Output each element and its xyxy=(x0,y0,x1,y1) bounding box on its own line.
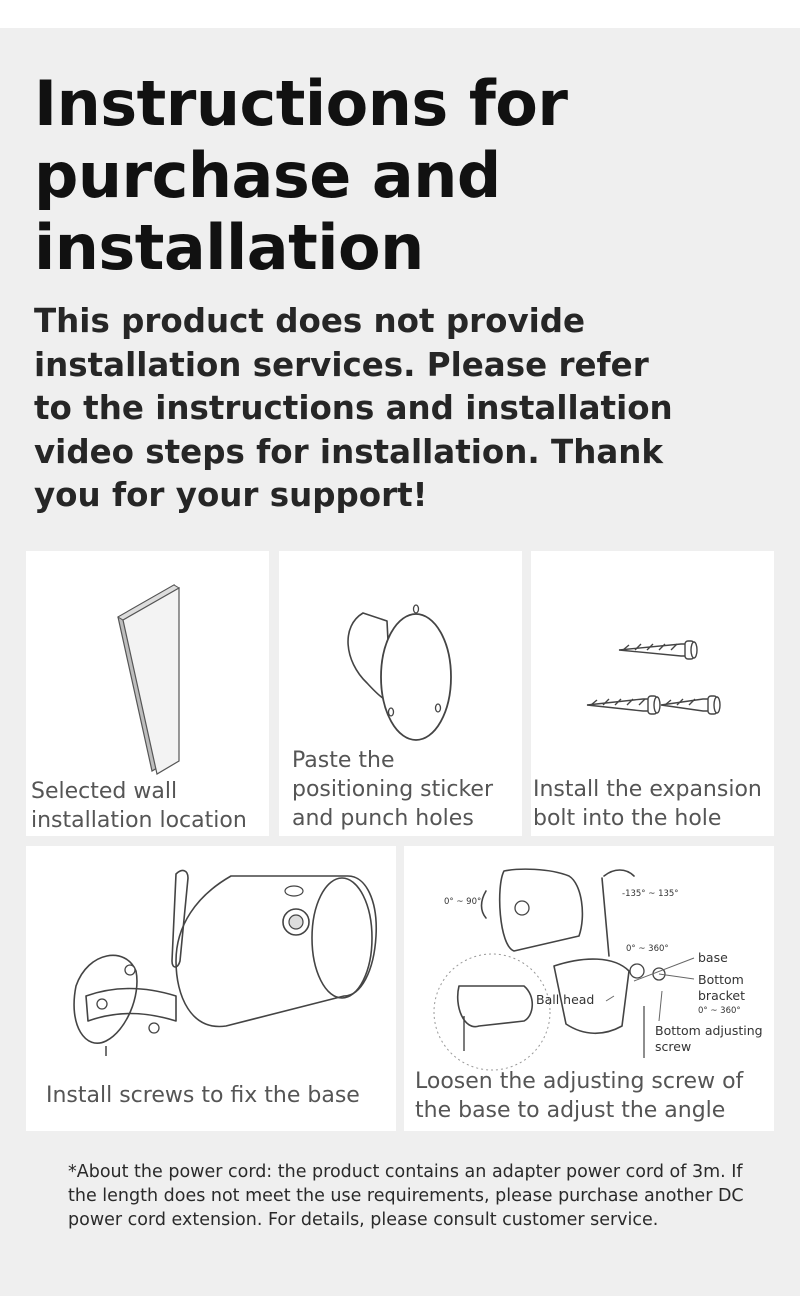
intro-text: This product does not provide installation services. Please refer to the instructions and installation video steps for installation. Thank you for your support! xyxy=(34,302,673,514)
step-caption: Selected wall installation location xyxy=(31,779,247,833)
power-cord-footnote: *About the power cord: the product contains an adapter power cord of 3m. If the length does not meet the use requirements, please purchase another DC power cord extension. For details, please consult customer service. xyxy=(68,1162,744,1230)
step-card-wall xyxy=(26,551,269,836)
step-caption: Install screws to fix the base xyxy=(46,1083,360,1108)
tilt-range-label: 0° ~ 90° xyxy=(444,897,482,907)
step-card-base-screws xyxy=(26,846,396,1131)
step-caption: Install the expansion bolt into the hole xyxy=(533,777,762,831)
step-caption: Loosen the adjusting screw of the base to adjust the angle xyxy=(415,1069,744,1123)
bottom-adjusting-screw-label: Bottom adjusting screw xyxy=(655,1023,763,1054)
bottom-bracket-label: Bottom bracket xyxy=(698,972,745,1003)
step-card-adjust-angle xyxy=(404,846,774,1131)
ball-head-label: Ball head xyxy=(536,992,595,1007)
step-caption: Paste the positioning sticker and punch holes xyxy=(292,748,493,831)
pan-range-label: -135° ~ 135° xyxy=(622,889,679,899)
step-card-sticker xyxy=(279,551,522,836)
rotate-range-bottom-label: 0° ~ 360° xyxy=(698,1006,741,1016)
base-label: base xyxy=(698,950,728,965)
step-card-bolt xyxy=(531,551,774,836)
rotate-range-top-label: 0° ~ 360° xyxy=(626,944,669,954)
page-title: Instructions for purchase and installation xyxy=(34,67,568,284)
